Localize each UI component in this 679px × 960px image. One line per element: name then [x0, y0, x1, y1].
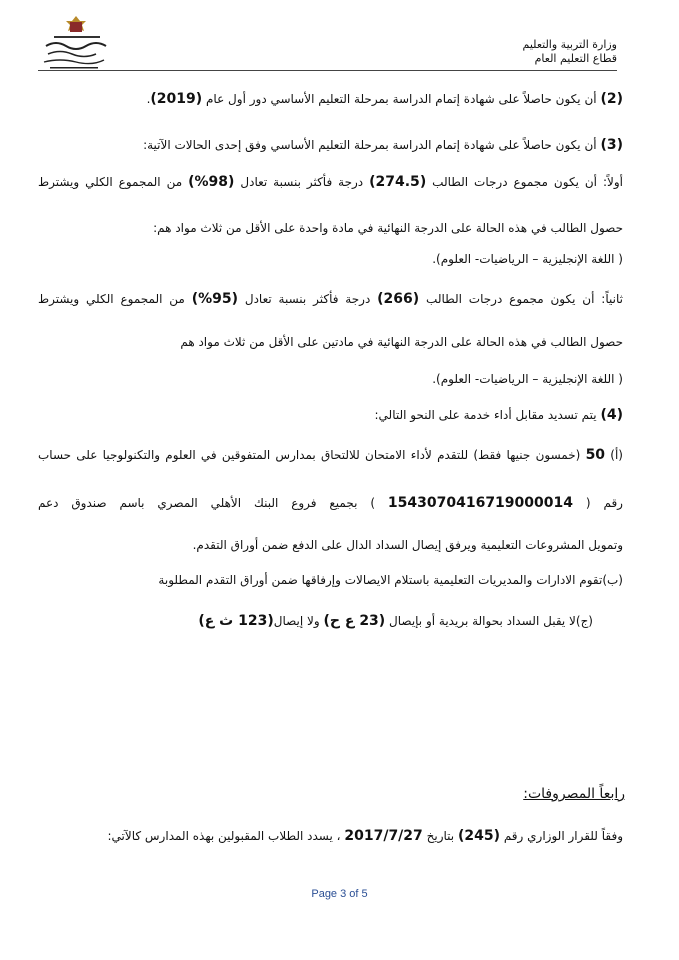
first-case-line-2: حصول الطالب في هذه الحالة على الدرجة النهائية في مادة واحدة على الأقل من ثلاث مواد هم: [153, 221, 623, 235]
header-divider [38, 70, 617, 71]
eagle-emblem-icon [36, 12, 116, 72]
expenses-heading: رابعاً المصروفات: [523, 786, 625, 802]
second-case-line-1: ثانياً: أن يكون مجموع درجات الطالب (266) درجة فأكثر بنسبة تعادل (95%) من المجموع الكلي ويشترط [38, 291, 623, 307]
second-case-subjects: ( اللغة الإنجليزية – الرياضيات- العلوم). [432, 372, 623, 386]
clause-b: (ب)تقوم الادارات والمديريات التعليمية باستلام الايصالات وإرفاقها ضمن أوراق التقدم المطلوبة [158, 573, 623, 587]
ministry-logo [36, 12, 116, 72]
clause-a-line-3: وتمويل المشروعات التعليمية ويرفق إيصال السداد الدال على الدفع ضمن أوراق التقدم. [192, 538, 623, 552]
expenses-decree: وفقاً للقرار الوزاري رقم (245) بتاريخ 2017/7/27 ، يسدد الطلاب المقبولين بهذه المدارس كالآتي: [107, 828, 623, 844]
item-4: (4) يتم تسديد مقابل أداء خدمة على النحو التالي: [374, 407, 623, 423]
second-case-line-2: حصول الطالب في هذه الحالة على الدرجة النهائية في مادتين على الأقل من ثلاث مواد هم [180, 335, 623, 349]
clause-c: (ج)لا يقبل السداد بحوالة بريدية أو بإيصال (23 ع ح) ولا إيصال(123 ث ع) [198, 613, 593, 629]
item-2: (2) أن يكون حاصلاً على شهادة إتمام الدراسة بمرحلة التعليم الأساسي دور أول عام (2019). [146, 91, 623, 107]
item-3: (3) أن يكون حاصلاً على شهادة إتمام الدراسة بمرحلة التعليم الأساسي وفق إحدى الحالات الآتية: [143, 137, 623, 153]
ministry-header [417, 38, 617, 66]
ministry-name: وزارة التربية والتعليم [522, 38, 617, 51]
account-number: 1543070416719000014 [387, 495, 573, 511]
clause-a-line-1: (أ) 50 (خمسون جنيها فقط) للتقدم لأداء الامتحان للالتحاق بمدارس المتفوقين في العلوم والتكنولوجيا على حساب [38, 447, 623, 463]
clause-a-line-2: رقم ( 1543070416719000014 ) بجميع فروع البنك الأهلي المصري باسم صندوق دعم [38, 495, 623, 511]
page-number: Page 3 of 5 [311, 888, 368, 900]
first-case-line-1: أولاً: أن يكون مجموع درجات الطالب (274.5) درجة فأكثر بنسبة تعادل (98%) من المجموع الكلي ويشترط [38, 174, 623, 190]
first-case-subjects: ( اللغة الإنجليزية – الرياضيات- العلوم). [432, 252, 623, 266]
sector-name: قطاع التعليم العام [534, 52, 617, 65]
